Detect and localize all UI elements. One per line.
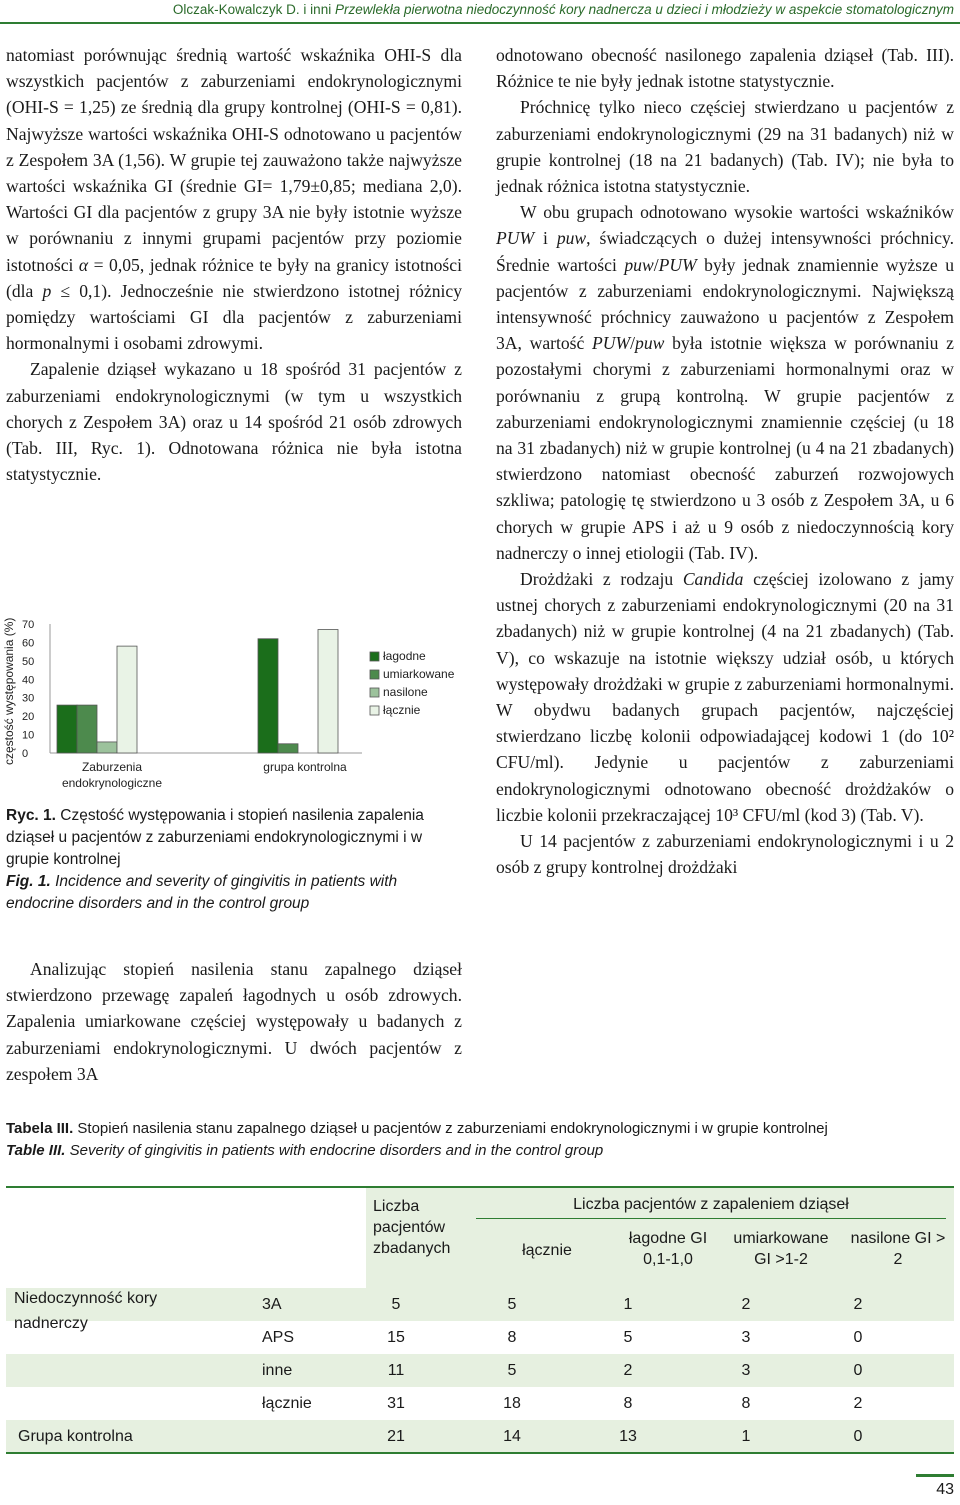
figure-1 (0, 598, 480, 798)
table-cell: 8 (623, 1395, 633, 1412)
table-cell: 15 (387, 1329, 405, 1346)
table-cell: 14 (503, 1428, 521, 1445)
y-tick-label: 30 (22, 692, 35, 705)
bar-umiarkowane (77, 705, 97, 753)
table-cell: 13 (619, 1428, 637, 1445)
header-gingivitis-group: Liczba pacjentów z zapaleniem dziąseł (573, 1196, 849, 1213)
table-cell: 8 (507, 1329, 517, 1346)
paragraph: Próchnicę tylko nieco częściej stwierdzano u pacjentów z zaburzeniami endokrynologicznymi (29 na 31 badanych) niż w grupie kontrolnej (18 na 21 badanych) (Tab. IV); nie była to jednak różnica istotna statystycznie. (496, 97, 954, 197)
y-tick-label: 10 (22, 729, 35, 742)
y-tick-label: 20 (22, 711, 35, 724)
legend-label: łącznie (383, 703, 421, 717)
paragraph: Drożdżaki z rodzaju Candida częściej izolowano z jamy ustnej chorych z zaburzeniami endokrynologicznymi (20 na 31 zbadanych) niż w grupie kontrolnej (4 na 21 zbadanych) (Tab. V), co wskazuje na istotnie większy udział osób, u których występowały drożdżaki w grupie z zaburzeniami hormonalnymi. W obydwu badanych grupach pacjentów, najczęściej stwierdzano liczbę kolonii odpowiadającej kodowi 1 (do 10² CFU/ml). Jedynie u pacjentów z zaburzeniami endokrynologicznymi odnotowano obecność drożdżaków o liczbie kolonii przekraczającej 10³ CFU/ml (kod 3) (Tab. V). (496, 569, 954, 825)
bar-łagodne (57, 705, 77, 753)
header-authors: Olczak-Kowalczyk D. i inni (172, 2, 332, 17)
row-subgroup: 3A (262, 1296, 282, 1313)
table-cell: 2 (853, 1395, 863, 1412)
y-tick-label: 60 (22, 637, 35, 650)
header-total: łącznie (522, 1242, 572, 1259)
paragraph: odnotowano obecność nasilonego zapalenia dziąseł (Tab. III). Różnice te nie były jednak istotne statystycznie. (496, 45, 954, 92)
y-tick-label: 0 (22, 748, 29, 760)
table-bottom-rule (6, 1452, 954, 1454)
header-count: Liczba pacjentów zbadanych (373, 1198, 451, 1257)
table-cell: 8 (741, 1395, 751, 1412)
row-group-endocrine: Niedoczynność kory nadnerczy (14, 1290, 158, 1332)
right-column-text (496, 42, 954, 881)
table-cell: 11 (387, 1362, 405, 1379)
left-column-text (6, 42, 462, 487)
header-rule (0, 22, 960, 24)
table-subheader-rule (476, 1218, 946, 1219)
table-cell: 1 (623, 1296, 633, 1313)
header-severe: nasilone GI > 2 (850, 1230, 946, 1268)
table-caption-en: Table III. Severity of gingivitis in patients with endocrine disorders and in the control group (6, 1142, 604, 1159)
table-cell: 18 (503, 1395, 521, 1412)
table-iii (6, 1186, 954, 1446)
y-tick-label: 50 (22, 655, 35, 668)
table-cell: 2 (623, 1362, 633, 1379)
row-group-control: Grupa kontrolna (18, 1428, 133, 1445)
table-cell: 0 (853, 1362, 863, 1379)
table-cell: 21 (387, 1428, 405, 1445)
bar-umiarkowane (278, 744, 298, 753)
table-cell: 0 (853, 1329, 863, 1346)
header-moderate: umiarkowane GI >1-2 (733, 1230, 829, 1268)
legend-swatch (370, 652, 379, 661)
legend-label: umiarkowane (383, 667, 455, 681)
legend-swatch (370, 670, 379, 679)
running-header (173, 2, 954, 17)
bar-łącznie (117, 646, 137, 753)
table-cell: 5 (623, 1329, 633, 1346)
page-number: 43 (916, 1474, 954, 1503)
header-title: Przewlekła pierwotna niedoczynność kory nadnercza u dzieci i młodzieży w aspekcie stomatologicznym (334, 2, 954, 17)
bar-nasilone (97, 742, 117, 753)
table-cell: 31 (387, 1395, 405, 1412)
x-category-label: endokrynologiczne (61, 776, 163, 790)
figure-caption-pl: Ryc. 1. Częstość występowania i stopień nasilenia zapalenia dziąseł u pacjentów z zaburzeniami endokrynologicznymi i w grupie kontrolnej (6, 807, 424, 868)
row-subgroup: inne (262, 1362, 293, 1379)
row-subgroup: łącznie (262, 1395, 312, 1412)
figure-caption-en: Fig. 1. Incidence and severity of gingivitis in patients with endocrine disorders and in the control group (6, 873, 398, 912)
paragraph: natomiast porównując średnią wartość wskaźnika OHI-S dla wszystkich pacjentów z zaburzeniami endokrynologicznymi (OHI-S = 1,25) ze średnią dla grupy kontrolnej (OHI-S = 0,81). Najwyższe wartości wskaźnika OHI-S odnotowano u pacjentów z Zespołem 3A (1,56). W grupie tej zauważono także najwyższe wartości wskaźnika GI (średnie GI= 1,79±0,85; mediana 2,0). Wartości GI dla pacjentów z grupy 3A nie były istotnie wyższe w porównaniu z innymi grupami pacjentów przy poziomie istotności α = 0,05, jednak różnice te były na granicy istotności (dla p ≤ 0,1). Jednocześnie nie stwierdzono istotnej różnicy pomiędzy wartościami GI dla pacjentów z zaburzeniami hormonalnymi i osobami zdrowymi. (6, 45, 462, 354)
table-cell: 0 (853, 1428, 863, 1445)
row-subgroup: APS (262, 1329, 295, 1346)
figure-caption (6, 805, 464, 915)
table-caption (6, 1118, 956, 1162)
y-axis-label: częstość występowania (%) (2, 617, 16, 765)
header-mild: łagodne GI 0,1-1,0 (628, 1230, 708, 1268)
table-cell: 3 (741, 1329, 751, 1346)
legend-swatch (370, 706, 379, 715)
table-cell: 1 (741, 1428, 751, 1445)
gingivitis-bar-chart (0, 598, 480, 798)
y-tick-label: 70 (22, 619, 35, 631)
legend-label: łagodne (383, 649, 426, 663)
legend-swatch (370, 688, 379, 697)
table-cell: 5 (391, 1296, 401, 1313)
table-cell: 5 (507, 1362, 517, 1379)
paragraph: U 14 pacjentów z zaburzeniami endokrynologicznymi i u 2 osób z grupy kontrolnej drożdżaki (496, 831, 954, 878)
bar-łagodne (258, 639, 278, 753)
paragraph: W obu grupach odnotowano wysokie wartości wskaźników PUW i puw, świadczących o dużej intensywności próchnicy. Średnie wartości puw/PUW były jednak znamiennie wyższe u pacjentów z zaburzeniami endokrynologicznymi. Największą intensywność próchnicy zauważono u pacjentów z Zespołem 3A, wartość PUW/puw była istotnie większa w porównaniu z pozostałymi chorymi z zaburzeniami hormonalnymi oraz w porównaniu z grupą kontrolną. W grupie pacjentów z zaburzeniami endokrynologicznymi znamiennie częściej (u 18 na 31 zbadanych) niż w grupie kontrolnej (u 4 na 21 zbadanych) stwierdzono natomiast obecność zaburzeń rozwojowych szkliwa; patologię tę stwierdzono u 3 osób z Zespołem 3A, u 6 chorych w grupie APS i aż u 9 osób z niedoczynnością kory nadnerczy o innej etiologii (Tab. IV). (496, 202, 954, 563)
table-cell: 3 (741, 1362, 751, 1379)
y-tick-label: 40 (22, 674, 35, 687)
table-cell: 2 (853, 1296, 863, 1313)
table-cell: 5 (507, 1296, 517, 1313)
table-cell: 2 (741, 1296, 751, 1313)
paragraph: Analizując stopień nasilenia stanu zapalnego dziąseł stwierdzono przewagę zapaleń łagodnych u osób zdrowych. Zapalenia umiarkowane częściej występowały u badanych z zaburzeniami endokrynologicznymi. U dwóch pacjentów z zespołem 3A (6, 959, 462, 1084)
bar-łącznie (318, 630, 338, 753)
legend-label: nasilone (383, 685, 428, 699)
x-category-label: Zaburzenia (81, 760, 143, 774)
x-category-label: grupa kontrolna (263, 760, 347, 774)
paragraph: Zapalenie dziąseł wykazano u 18 spośród 31 pacjentów z zaburzeniami endokrynologicznymi (w tym u wszystkich chorych z Zespołem 3A) oraz u 14 spośród 21 osób zdrowych (Tab. III, Ryc. 1). Odnotowana różnica nie była istotna statystycznie. (6, 359, 462, 485)
table-caption-pl: Tabela III. Stopień nasilenia stanu zapalnego dziąseł u pacjentów z zaburzeniami endokrynologicznymi i w grupie kontrolnej (6, 1120, 828, 1137)
left-column-text-2 (6, 956, 462, 1087)
